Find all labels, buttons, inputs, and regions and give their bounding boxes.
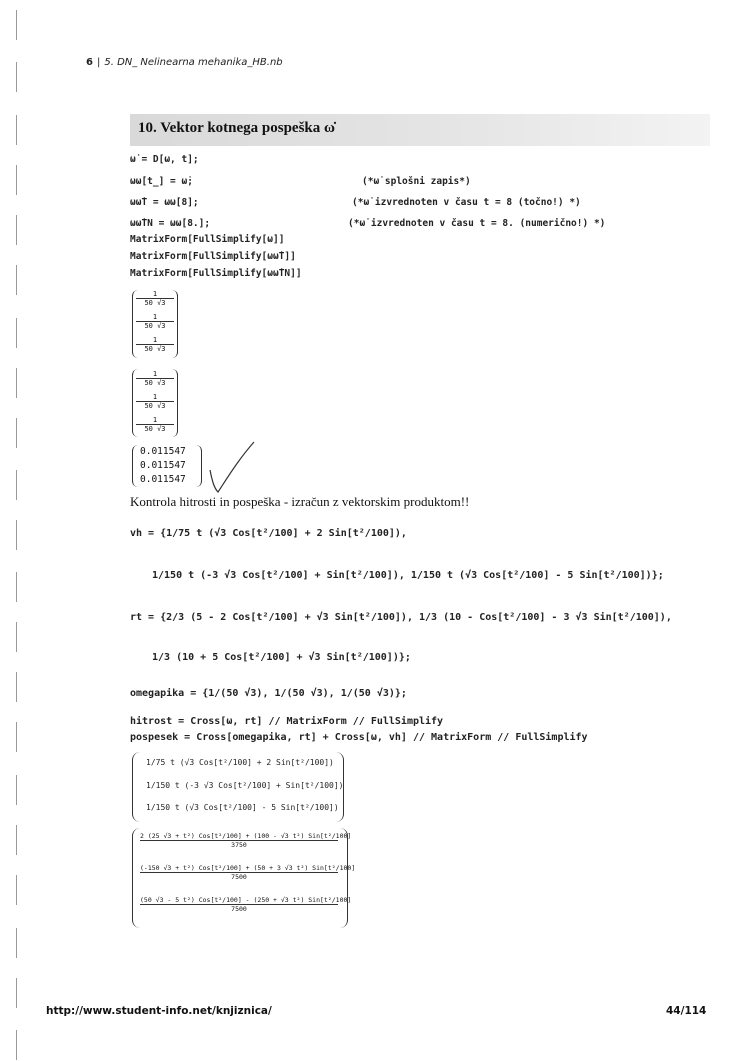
margin-bracket [16,672,19,702]
margin-bracket [16,265,19,295]
margin-bracket [16,572,19,602]
margin-bracket [16,115,19,145]
margin-bracket [16,775,19,805]
entry-numerator: 1 [136,313,174,322]
entry-denominator: 50 √3 [144,402,166,410]
row-denominator: 3750 [231,841,247,849]
numeric-value: 0.011547 [140,474,186,485]
code-line: MatrixForm[FullSimplify[ωω̇T]] [130,251,296,262]
equation-vh-line1: vh = {1/75 t (√3 Cos[t²/100] + 2 Sin[t²/100]), [130,528,407,539]
margin-bracket [16,215,19,245]
row-denominator: 7500 [231,873,247,881]
matrix-right-paren [196,445,202,487]
matrix-entry [136,336,174,353]
row-numerator: (50 √3 - 5 t²) Cos[t²/100] - (250 + √3 t²) Sin[t²/100] [140,896,352,904]
code-line: ωω̇TN = ωω̇[8.]; [130,218,211,229]
entry-denominator: 50 √3 [144,322,166,330]
margin-bracket [16,418,19,448]
code-line: ω̇ = D[ω, t]; [130,154,199,165]
entry-numerator: 1 [136,370,174,379]
footer-page-count: 44/114 [666,1005,707,1017]
checkmark-icon [208,440,258,495]
code-line: MatrixForm[FullSimplify[ωω̇TN]] [130,268,302,279]
numeric-value: 0.011547 [140,460,186,471]
margin-bracket [16,165,19,195]
equation-omegapika: omegapika = {1/(50 √3), 1/(50 √3), 1/(50 √3)}; [130,688,407,699]
code-line: MatrixForm[FullSimplify[ω̇]] [130,234,285,245]
row-numerator: (-150 √3 + t²) Cos[t²/100] + (50 + 3 √3 t²) Sin[t²/100] [140,864,356,872]
code-comment: (*ω̇ splošni zapis*) [362,176,471,187]
entry-numerator: 1 [136,336,174,345]
code-comment: (*ω̇ izvrednoten v času t = 8 (točno!) *) [352,197,581,208]
header-separator: | [96,57,101,68]
equation-hitrost: hitrost = Cross[ω, rt] // MatrixForm // FullSimplify [130,716,444,727]
matrix-entry [136,393,174,410]
equation-pospesek: pospesek = Cross[omegapika, rt] + Cross[ω, vh] // MatrixForm // FullSimplify [130,732,588,743]
margin-bracket [16,10,19,40]
page-header [86,57,283,68]
margin-bracket [16,722,19,752]
hitrost-matrix-row: 1/150 t (-3 √3 Cos[t²/100] + Sin[t²/100]) [146,781,344,790]
margin-bracket [16,470,19,500]
margin-bracket [16,368,19,398]
equation-rt-line1: rt = {2/3 (5 - 2 Cos[t²/100] + √3 Sin[t²/100]), 1/3 (10 - Cos[t²/100] - 3 √3 Sin[t²/100]), [130,612,672,623]
entry-denominator: 50 √3 [144,425,166,433]
matrix-right-paren [340,828,348,928]
pospesek-matrix-row [140,832,352,849]
entry-denominator: 50 √3 [144,345,166,353]
equation-vh-line2: 1/150 t (-3 √3 Cos[t²/100] + Sin[t²/100]), 1/150 t (√3 Cos[t²/100] - 5 Sin[t²/100])}; [152,570,664,581]
entry-denominator: 50 √3 [144,379,166,387]
margin-bracket [16,825,19,855]
pospesek-matrix-row [140,896,352,913]
matrix-entry [136,290,174,307]
footer-url: http://www.student-info.net/knjiznica/ [46,1005,272,1017]
hitrost-matrix-row: 1/75 t (√3 Cos[t²/100] + 2 Sin[t²/100]) [146,758,334,767]
margin-bracket [16,928,19,958]
row-denominator: 7500 [231,905,247,913]
row-numerator: 2 (25 √3 + t²) Cos[t²/100] + (100 - √3 t²) Sin[t²/100] [140,832,352,840]
margin-bracket [16,520,19,550]
margin-bracket [16,622,19,652]
page-number: 6 [86,57,93,68]
hitrost-matrix-row: 1/150 t (√3 Cos[t²/100] - 5 Sin[t²/100]) [146,803,339,812]
margin-bracket [16,62,19,92]
matrix-left-paren [132,445,138,487]
numeric-value: 0.011547 [140,446,186,457]
margin-bracket [16,318,19,348]
margin-bracket [16,978,19,1008]
section-title: 10. Vektor kotnega pospeška ω̇ [138,120,335,136]
equation-rt-line2: 1/3 (10 + 5 Cos[t²/100] + √3 Sin[t²/100])}; [152,652,411,663]
entry-numerator: 1 [136,290,174,299]
entry-denominator: 50 √3 [144,299,166,307]
entry-numerator: 1 [136,416,174,425]
control-text: Kontrola hitrosti in pospeška - izračun z vektorskim produktom!! [130,494,470,509]
pospesek-matrix-row [140,864,356,881]
matrix-entry [136,416,174,433]
code-line: ωω̇T = ωω̇[8]; [130,197,199,208]
matrix-left-paren [132,752,140,822]
code-line: ωω̇[t_] = ω̇; [130,176,193,187]
matrix-entry [136,313,174,330]
entry-numerator: 1 [136,393,174,402]
matrix-entry [136,370,174,387]
margin-bracket [16,875,19,905]
matrix-left-paren [132,828,140,928]
code-comment: (*ω̇ izvrednoten v času t = 8. (numerično!) *) [348,218,606,229]
margin-bracket [16,1030,19,1060]
notebook-file-name: 5. DN_ Nelinearna mehanika_HB.nb [104,57,283,68]
